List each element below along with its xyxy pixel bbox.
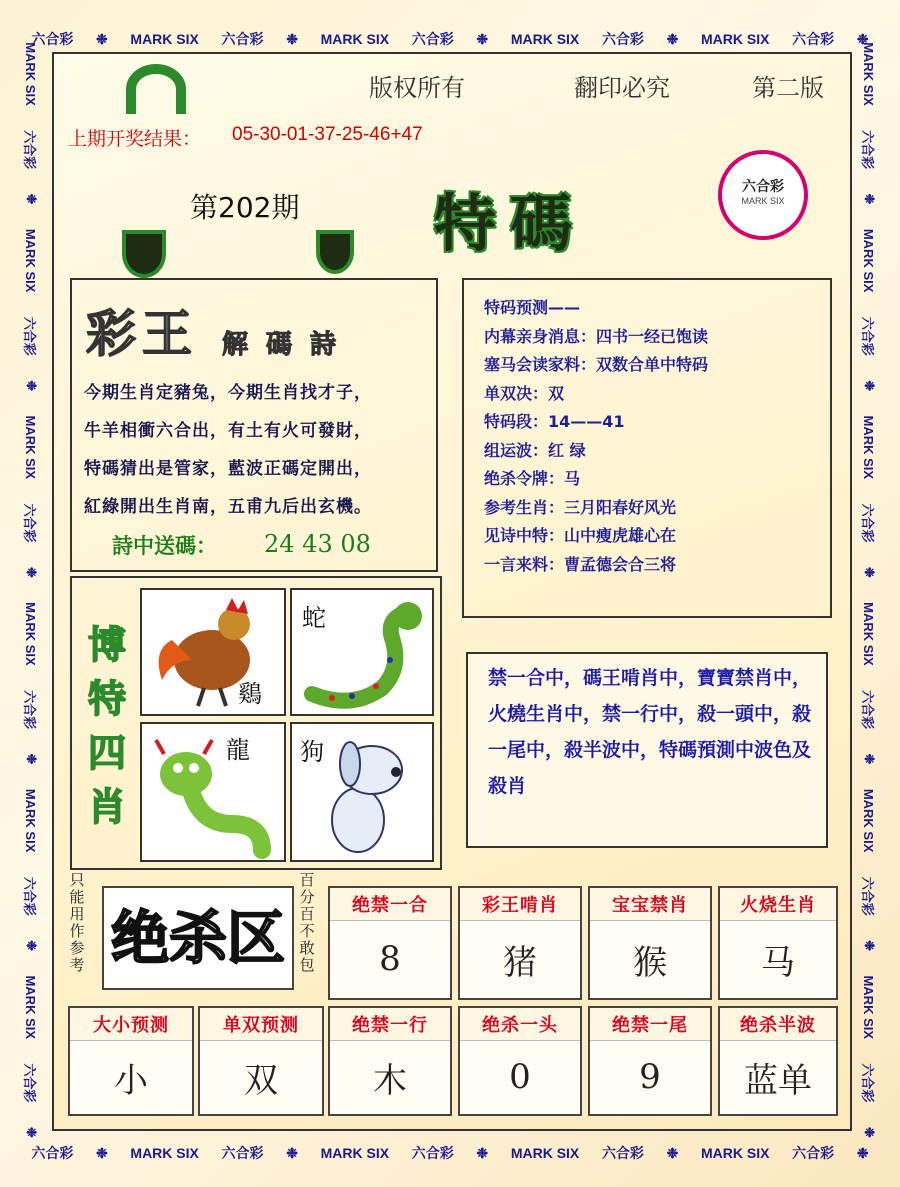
kill-cell [718, 886, 838, 1000]
edition-text: 第二版 [752, 74, 824, 102]
border-brand: 六合彩 [601, 1145, 644, 1161]
kill-cell-value: 双 [244, 1060, 278, 1101]
kill-cell [328, 1006, 452, 1116]
border-mark: MARK SIX [861, 228, 877, 293]
border-brand: 六合彩 [860, 316, 876, 356]
animal-cell-snake [290, 588, 434, 716]
kill-cell-label: 宝宝禁肖 [590, 888, 710, 921]
left-border-band [18, 30, 44, 1150]
border-mark: MARK SIX [861, 602, 877, 666]
border-symbol: ❉ [286, 30, 298, 47]
border-brand: 六合彩 [22, 503, 38, 543]
kill-zone-left-note: 只能用作参考 [69, 871, 85, 974]
border-symbol: ❉ [24, 566, 39, 578]
border-symbol: ❉ [286, 1144, 298, 1161]
kill-cell-label: 火烧生肖 [720, 888, 836, 921]
border-mark: MARK SIX [130, 1145, 199, 1161]
border-brand: 六合彩 [860, 690, 876, 730]
notice-text: 禁一合中，碼王啃肖中，寶寶禁肖中，火燒生肖中，禁一行中，殺一頭中，殺一尾中，殺半波中，特碼預測中波色及殺肖 [488, 667, 812, 797]
title-fragment-decoration [320, 234, 350, 270]
border-brand: 六合彩 [31, 31, 74, 47]
poem-lines [84, 378, 372, 530]
rooster-icon [142, 590, 284, 714]
kill-cell [68, 1006, 194, 1116]
prediction-line: 绝杀令牌：马 [484, 469, 581, 488]
animal-cell-rooster [140, 588, 286, 716]
border-brand: 六合彩 [411, 1145, 454, 1161]
prediction-line: 见诗中特：山中瘦虎雄心在 [484, 526, 677, 545]
logo-mark: MARK SIX [741, 196, 785, 206]
border-mark: MARK SIX [701, 31, 770, 47]
kill-cell-label: 大小预测 [70, 1008, 192, 1041]
border-brand: 六合彩 [22, 316, 38, 356]
poem-line: 今期生肖定豬兔，今期生肖找才子， [84, 383, 372, 403]
kill-cell-value: 猪 [503, 942, 537, 983]
notice-box [466, 652, 828, 848]
poem-box [70, 278, 438, 572]
prediction-line: 参考生肖：三月阳春好风光 [484, 497, 677, 517]
animal-cell-dragon [140, 722, 286, 862]
bottom-border-band [20, 1142, 880, 1164]
border-symbol: ❉ [862, 566, 877, 578]
kill-cell-value: 木 [373, 1060, 407, 1101]
animal-cell-dog [290, 722, 434, 862]
border-symbol: ❉ [862, 380, 877, 392]
animal-name: 龍 [226, 736, 250, 764]
border-brand: 六合彩 [31, 1145, 74, 1161]
kill-cell-value: 0 [509, 1057, 531, 1097]
border-symbol: ❉ [862, 193, 877, 205]
prediction-box [462, 278, 832, 618]
kill-cell-label: 彩王啃肖 [460, 888, 580, 921]
prediction-line: 组运波：红 绿 [484, 440, 586, 460]
border-mark: MARK SIX [861, 788, 877, 853]
border-mark: MARK SIX [23, 788, 39, 853]
kill-cell [458, 1006, 582, 1116]
prediction-line: 内幕亲身消息：四书一经已饱读 [484, 326, 709, 346]
no-copy-text: 翻印必究 [574, 74, 670, 102]
border-symbol: ❉ [24, 193, 39, 205]
kill-cell-value: 8 [379, 939, 401, 979]
kill-zone-title: 绝杀区 [110, 904, 285, 972]
mark-six-logo [718, 150, 808, 240]
border-mark: MARK SIX [23, 602, 39, 666]
kill-cell-label: 绝杀一头 [460, 1008, 580, 1041]
dragon-icon [142, 724, 284, 860]
last-result-label: 上期开奖结果： [68, 128, 202, 150]
border-mark: MARK SIX [861, 415, 877, 480]
gift-label: 詩中送碼： [112, 533, 217, 558]
border-brand: 六合彩 [601, 31, 644, 47]
logo-brand: 六合彩 [742, 178, 784, 194]
border-brand: 六合彩 [860, 876, 876, 916]
kill-cell-label: 绝杀半波 [720, 1008, 836, 1041]
border-symbol: ❉ [24, 753, 39, 765]
border-symbol: ❉ [96, 1144, 108, 1161]
border-symbol: ❉ [862, 940, 877, 952]
border-brand: 六合彩 [860, 503, 876, 543]
top-border-band [20, 28, 880, 50]
kill-cell-label: 单双预测 [200, 1008, 322, 1041]
border-mark: MARK SIX [23, 42, 39, 106]
prediction-line: 一言来料：曹孟德会合三将 [484, 554, 677, 574]
border-mark: MARK SIX [23, 415, 39, 480]
border-symbol: ❉ [476, 30, 489, 47]
border-symbol: ❉ [666, 1144, 679, 1161]
border-symbol: ❉ [862, 1126, 877, 1138]
prediction-heading: 特码预测—— [484, 298, 581, 317]
last-result-numbers: 05-30-01-37-25-46+47 [232, 124, 423, 145]
border-brand: 六合彩 [22, 130, 38, 170]
poem-line: 牛羊相衝六合出，有土有火可發財， [84, 421, 372, 441]
poem-line: 紅綠開出生肖南，五甫九后出玄機。 [84, 497, 372, 517]
border-symbol: ❉ [666, 30, 679, 47]
border-symbol: ❉ [24, 940, 39, 952]
kill-zone-title-box [102, 886, 294, 990]
main-panel [52, 52, 852, 1131]
kill-cell-value: 马 [761, 942, 795, 983]
border-mark: MARK SIX [861, 42, 877, 106]
border-mark: MARK SIX [510, 1145, 580, 1161]
border-mark: MARK SIX [320, 1145, 390, 1161]
border-brand: 六合彩 [411, 31, 454, 47]
prediction-line: 塞马会读家料：双数合单中特码 [484, 355, 709, 374]
kill-zone-right-note: 百分百不敢包 [299, 871, 315, 974]
four-animals-label: 博特四肖 [87, 622, 126, 829]
poem-line: 特碼猜出是管家，藍波正碼定開出， [84, 459, 372, 479]
four-animals-box [70, 576, 442, 870]
border-mark: MARK SIX [861, 975, 877, 1040]
animal-name: 鷄 [238, 680, 262, 708]
kill-cell-label: 绝禁一合 [330, 888, 450, 921]
border-symbol: ❉ [24, 1126, 39, 1138]
kill-cell [588, 1006, 712, 1116]
kill-cell-label: 绝禁一尾 [590, 1008, 710, 1041]
title-text: 特碼 [434, 187, 587, 260]
border-brand: 六合彩 [860, 1063, 876, 1103]
kill-cell-value: 猴 [633, 942, 667, 983]
kill-cell [198, 1006, 324, 1116]
kill-cell [588, 886, 712, 1000]
poem-title-big: 彩王 [86, 304, 198, 363]
copyright-text: 版权所有 [369, 74, 465, 102]
right-border-band [856, 30, 882, 1150]
border-symbol: ❉ [476, 1144, 489, 1161]
kill-cell-value: 9 [639, 1057, 661, 1097]
kill-cell [458, 886, 582, 1000]
border-mark: MARK SIX [130, 31, 199, 47]
border-symbol: ❉ [96, 30, 108, 47]
prediction-line: 单双决：双 [484, 383, 565, 403]
border-brand: 六合彩 [22, 1063, 38, 1103]
border-symbol: ❉ [24, 380, 39, 392]
kill-cell-value: 蓝单 [744, 1060, 812, 1101]
border-brand: 六合彩 [860, 130, 876, 170]
border-mark: MARK SIX [701, 1145, 770, 1161]
kill-cell [328, 886, 452, 1000]
border-symbol: ❉ [856, 1144, 869, 1161]
border-brand: 六合彩 [792, 1145, 835, 1161]
animal-name: 狗 [300, 738, 324, 766]
kill-cell-label: 绝禁一行 [330, 1008, 450, 1041]
issue-number: 第202期 [190, 191, 300, 224]
border-symbol: ❉ [856, 30, 869, 47]
animal-name: 蛇 [302, 604, 326, 632]
border-mark: MARK SIX [510, 31, 580, 47]
border-mark: MARK SIX [23, 228, 39, 293]
border-mark: MARK SIX [23, 975, 39, 1040]
border-mark: MARK SIX [320, 31, 390, 47]
gift-numbers: 24 43 08 [264, 530, 371, 558]
border-brand: 六合彩 [221, 31, 264, 47]
title-fragment-decoration [126, 234, 162, 274]
prediction-line: 特码段：14——41 [484, 412, 625, 431]
title-fragment-decoration [126, 64, 186, 114]
border-brand: 六合彩 [22, 690, 38, 730]
kill-cell [718, 1006, 838, 1116]
poem-title-small: 解碼詩 [222, 330, 355, 360]
border-brand: 六合彩 [792, 31, 835, 47]
border-brand: 六合彩 [22, 876, 38, 916]
border-brand: 六合彩 [221, 1145, 264, 1161]
kill-cell-value: 小 [114, 1060, 148, 1101]
border-symbol: ❉ [862, 753, 877, 765]
